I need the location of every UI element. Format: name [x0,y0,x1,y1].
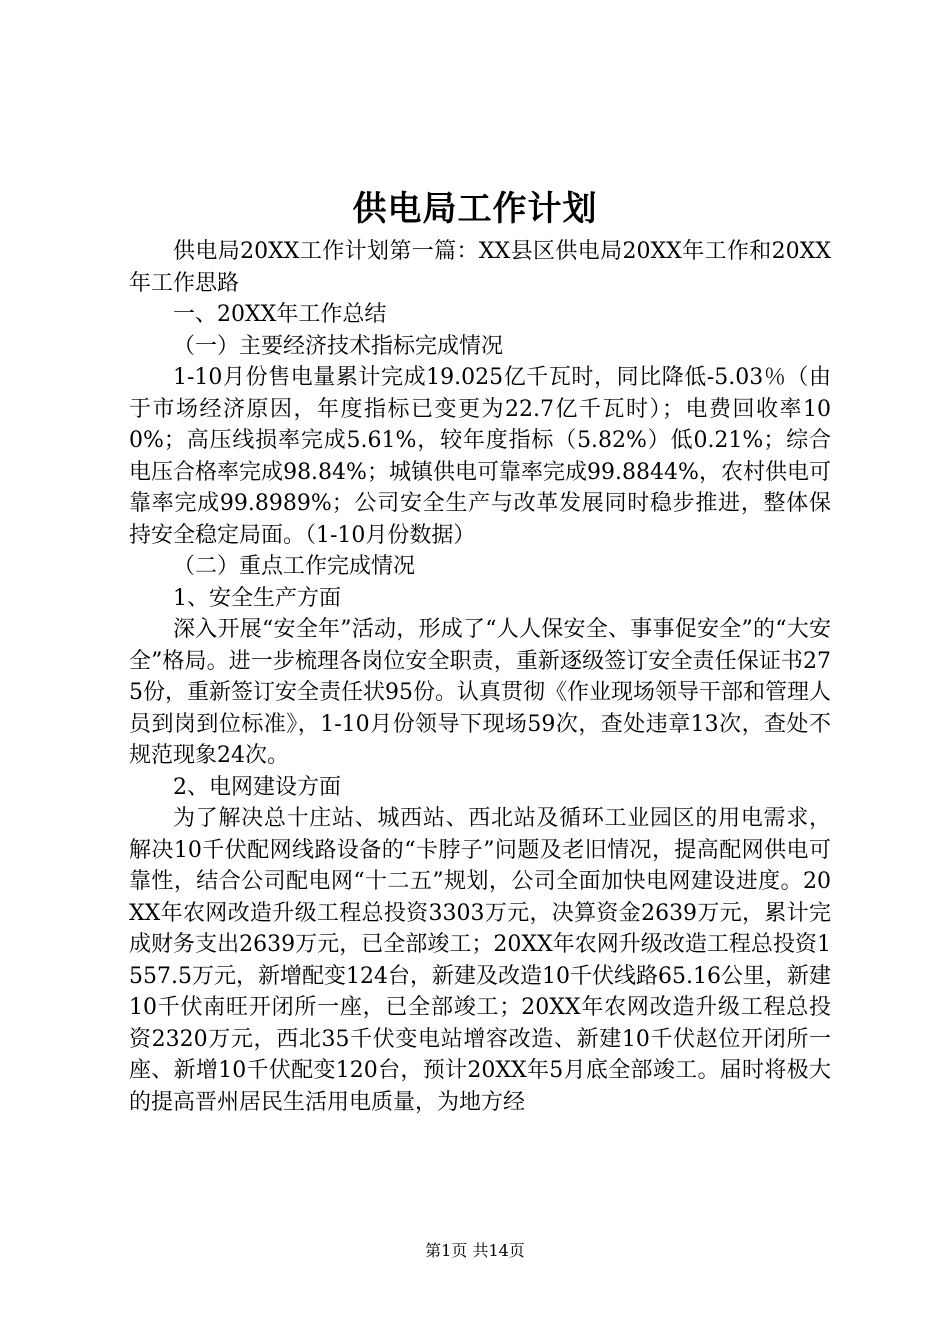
paragraph-intro: 供电局20XX工作计划第一篇：XX县区供电局20XX年工作和20XX年工作思路 [129,239,831,296]
document-body [129,236,831,1118]
paragraph-indicators: 1-10月份售电量累计完成19.025亿千瓦时，同比降低-5.03％（由于市场经济原因，年度指标已变更为22.7亿千瓦时）；电费回收率100%；高压线损率完成5.61%，较年度指标（5.82%）低0.21%；综合电压合格率完成98.84%；城镇供电可靠率完成99.8844%，农村供电可靠率完成99.8989%；公司安全生产与改革发展同时稳步推进，整体保持安全稳定局面。（1-10月份数据） [129,365,831,548]
paragraph-grid-construction: 为了解决总十庄站、城西站、西北站及循环工业园区的用电需求，解决10千伏配网线路设备的“卡脖子”问题及老旧情况，提高配网供电可靠性，结合公司配电网“十二五”规划，公司全面加快电网建设进度。20XX年农网改造升级工程总投资3303万元，决算资金2639万元，累计完成财务支出2639万元，已全部竣工；20XX年农网升级改造工程总投资1557.5万元，新增配变124台，新建及改造10千伏线路65.16公里，新建10千伏南旺开闭所一座，已全部竣工；20XX年农网改造升级工程总投资2320万元，西北35千伏变电站增容改造、新建10千伏赵位开闭所一座、新增10千伏配变120台，预计20XX年5月底全部竣工。届时将极大的提高晋州居民生活用电质量，为地方经 [129,806,831,1115]
subsection-heading-indicators: （一）主要经济技术指标完成情况 [173,333,504,359]
item-heading-safety: 1、安全生产方面 [173,585,341,611]
item-heading-grid-construction: 2、电网建设方面 [173,774,341,800]
subsection-heading-key-work: （二）重点工作完成情况 [173,554,416,579]
paragraph-safety: 深入开展“安全年”活动，形成了“人人保安全、事事促安全”的“大安全”格局。进一步梳理各岗位安全职责，重新逐级签订安全责任保证书275份，重新签订安全责任状95份。认真贯彻《作业现场领导干部和管理人员到岗到位标准》，1-10月份领导下现场59次，查处违章13次，查处不规范现象24次。 [129,617,831,768]
page-number-footer: 第1页 共14页 [425,1241,525,1260]
document-title: 供电局工作计划 [352,189,598,229]
section-heading-summary: 一、20XX年工作总结 [173,302,387,327]
